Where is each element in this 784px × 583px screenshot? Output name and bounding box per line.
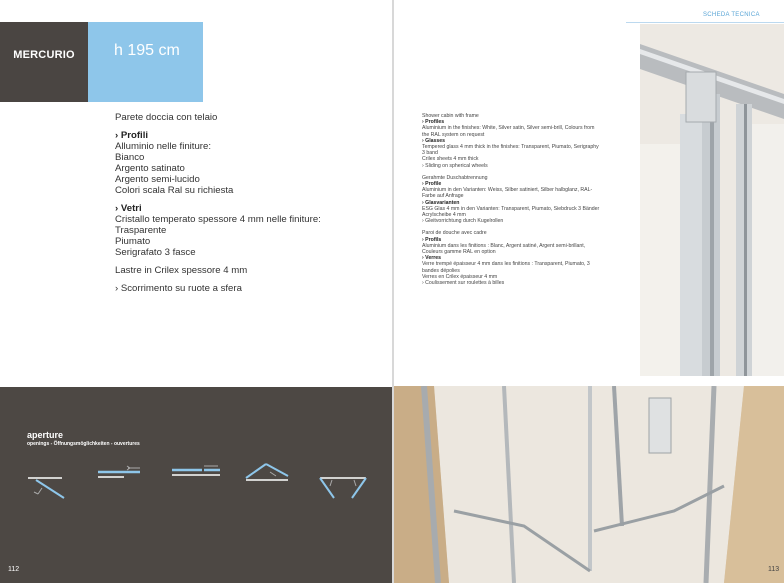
vetri-line: Serigrafato 3 fasce xyxy=(115,247,196,258)
product-height: h 195 cm xyxy=(114,42,180,59)
de-profile-text: Aluminium in den Varianten: Weiss, Silber satiniert, Silber halbglanz, RAL-Farbe auf Anfrage xyxy=(422,187,593,200)
profili-line: Argento semi-lucido xyxy=(115,174,200,185)
profili-line: Bianco xyxy=(115,152,145,163)
vetri-line: Piumato xyxy=(115,236,151,247)
section-label: SCHEDA TECNICA xyxy=(703,12,760,18)
en-crilex: Crilex sheets 4 mm thick xyxy=(422,156,479,163)
product-description: Parete doccia con telaio xyxy=(115,112,218,123)
profili-line: Colori scala Ral su richiesta xyxy=(115,185,234,196)
page-number-left: 112 xyxy=(8,566,20,573)
profili-title-text: › Profili xyxy=(115,130,149,141)
page-number-right: 113 xyxy=(768,566,780,573)
section-rule xyxy=(626,22,784,23)
apertures-title: aperture xyxy=(27,430,64,440)
product-brand: MERCURIO xyxy=(13,49,75,61)
profili-title xyxy=(115,130,385,141)
vetri-title: › Vetri xyxy=(115,203,142,214)
product-photo-shower xyxy=(394,386,784,583)
en-profiles-title: › Profiles xyxy=(422,119,445,126)
profili-line: Argento satinato xyxy=(115,163,185,174)
apertures-icons xyxy=(20,458,380,508)
fr-profils-title: › Profils xyxy=(422,236,442,243)
crilex-line: Lastre in Crilex spessore 4 mm xyxy=(115,265,248,276)
en-glasses-title: › Glasses xyxy=(422,137,446,144)
scorrimento-line: › Scorrimento su ruote a sfera xyxy=(115,283,242,294)
vetri-line: Trasparente xyxy=(115,225,167,236)
fr-crilex: Verres en Crilex épaisseur 4 mm xyxy=(422,273,498,280)
de-intro: Gerahmte Duschabtrennung xyxy=(422,174,488,181)
fr-coulissement: › Coulissement sur roulettes à billes xyxy=(422,280,505,287)
de-glas-text: ESG Glas 4 mm in den Varianten: Transparent, Piumato, Siebdruck 3 Bänder xyxy=(422,205,600,212)
spec-multilingual xyxy=(422,113,602,286)
en-profiles-text: Aluminium in the finishes: White, Silver satin, Silver semi-brill, Colours from the RAL system on request xyxy=(422,125,595,138)
aperture-pivot-icon xyxy=(320,478,366,498)
en-intro: Shower cabin with frame xyxy=(422,113,479,119)
product-photo-frame-detail xyxy=(640,24,784,376)
en-glasses-text: Tempered glass 4 mm thick in the finishes: Transparent, Piumato, Serigraphy 3 band xyxy=(422,144,599,157)
de-rollen: › Gleitvorrichtung durch Kugelrollen xyxy=(422,218,504,225)
fr-verres-title: › Verres xyxy=(422,255,442,262)
de-profile-title: › Profile xyxy=(422,181,442,188)
height-box xyxy=(88,22,203,102)
aperture-slide-double-icon xyxy=(172,466,220,475)
fr-intro: Paroi de douche avec cadre xyxy=(422,230,487,237)
aperture-corner-icon xyxy=(246,464,288,480)
aperture-diagonal-icon xyxy=(28,478,64,498)
aperture-slide-single-icon xyxy=(98,466,140,477)
fr-verres-text: Verre trempé épaisseur 4 mm dans les finitions : Transparent, Piumato, 3 bandes dépolies xyxy=(422,261,590,274)
en-sliding: › Sliding on spherical wheels xyxy=(422,162,488,169)
de-acryl: Acrylscheibe 4 mm xyxy=(422,212,466,219)
apertures-subtitle: openings - Öffnungsmöglichkeiten - ouvertures xyxy=(27,441,140,447)
vetri-line: Cristallo temperato spessore 4 mm nelle finiture: xyxy=(115,214,321,225)
de-glas-title: › Glasvarianten xyxy=(422,199,460,206)
spec-italian xyxy=(115,112,385,294)
fr-profils-text: Aluminium dans les finitions : Blanc, Argent satiné, Argent semi-brillant, Couleurs gamme RAL en option xyxy=(422,242,586,256)
profili-line: Alluminio nelle finiture: xyxy=(115,141,211,152)
